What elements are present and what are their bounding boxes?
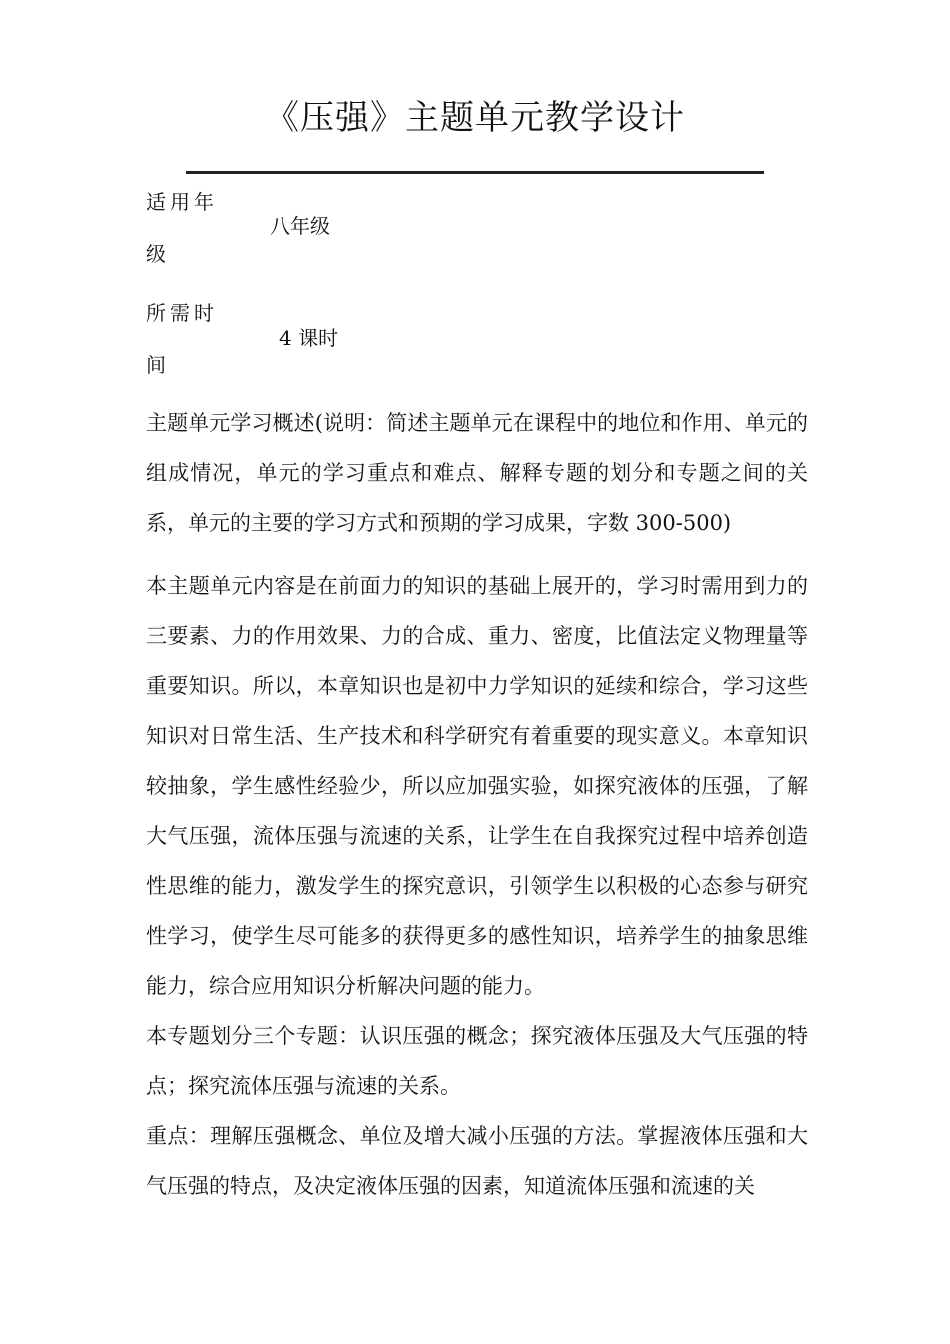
time-label: 所需时间 — [146, 301, 218, 377]
time-value: 4 课时 — [279, 326, 339, 350]
document-title: 《压强》主题单元教学设计 — [265, 98, 685, 138]
grade-value: 八年级 — [270, 214, 330, 238]
overview-paragraph: 本主题单元内容是在前面力的知识的基础上展开的，学习时需用到力的三要素、力的作用效果、力的合成、重力、密度，比值法定义物理量等重要知识。所以，本章知识也是初中力学知识的延续和综合，学习这些知识对日常生活、生产技术和科学研究有着重要的现实意义。本章知识较抽象，学生感性经验少，所以应加强实验，如探究液体的压强，了解大气压强，流体压强与流速的关系，让学生在自我探究过程中培养创造性思维的能力，激发学生的探究意识，引领学生以积极的心态参与研究性学习，使学生尽可能多的获得更多的感性知识，培养学生的抽象思维能力，综合应用知识分析解决问题的能力。 — [146, 574, 808, 998]
topic-division-paragraph: 本专题划分三个专题：认识压强的概念；探究液体压强及大气压强的特点；探究流体压强与流速的关系。 — [146, 1024, 808, 1098]
key-points-paragraph: 重点：理解压强概念、单位及增大减小压强的方法。掌握液体压强和大气压强的特点，及决定液体压强的因素，知道流体压强和流速的关 — [146, 1124, 808, 1198]
grade-label: 适用年级 — [146, 190, 218, 266]
title-underline — [186, 171, 764, 174]
overview-heading: 主题单元学习概述(说明：简述主题单元在课程中的地位和作用、单元的组成情况，单元的学习重点和难点、解释专题的划分和专题之间的关系，单元的主要的学习方式和预期的学习成果，字数 300-500) — [146, 411, 808, 535]
